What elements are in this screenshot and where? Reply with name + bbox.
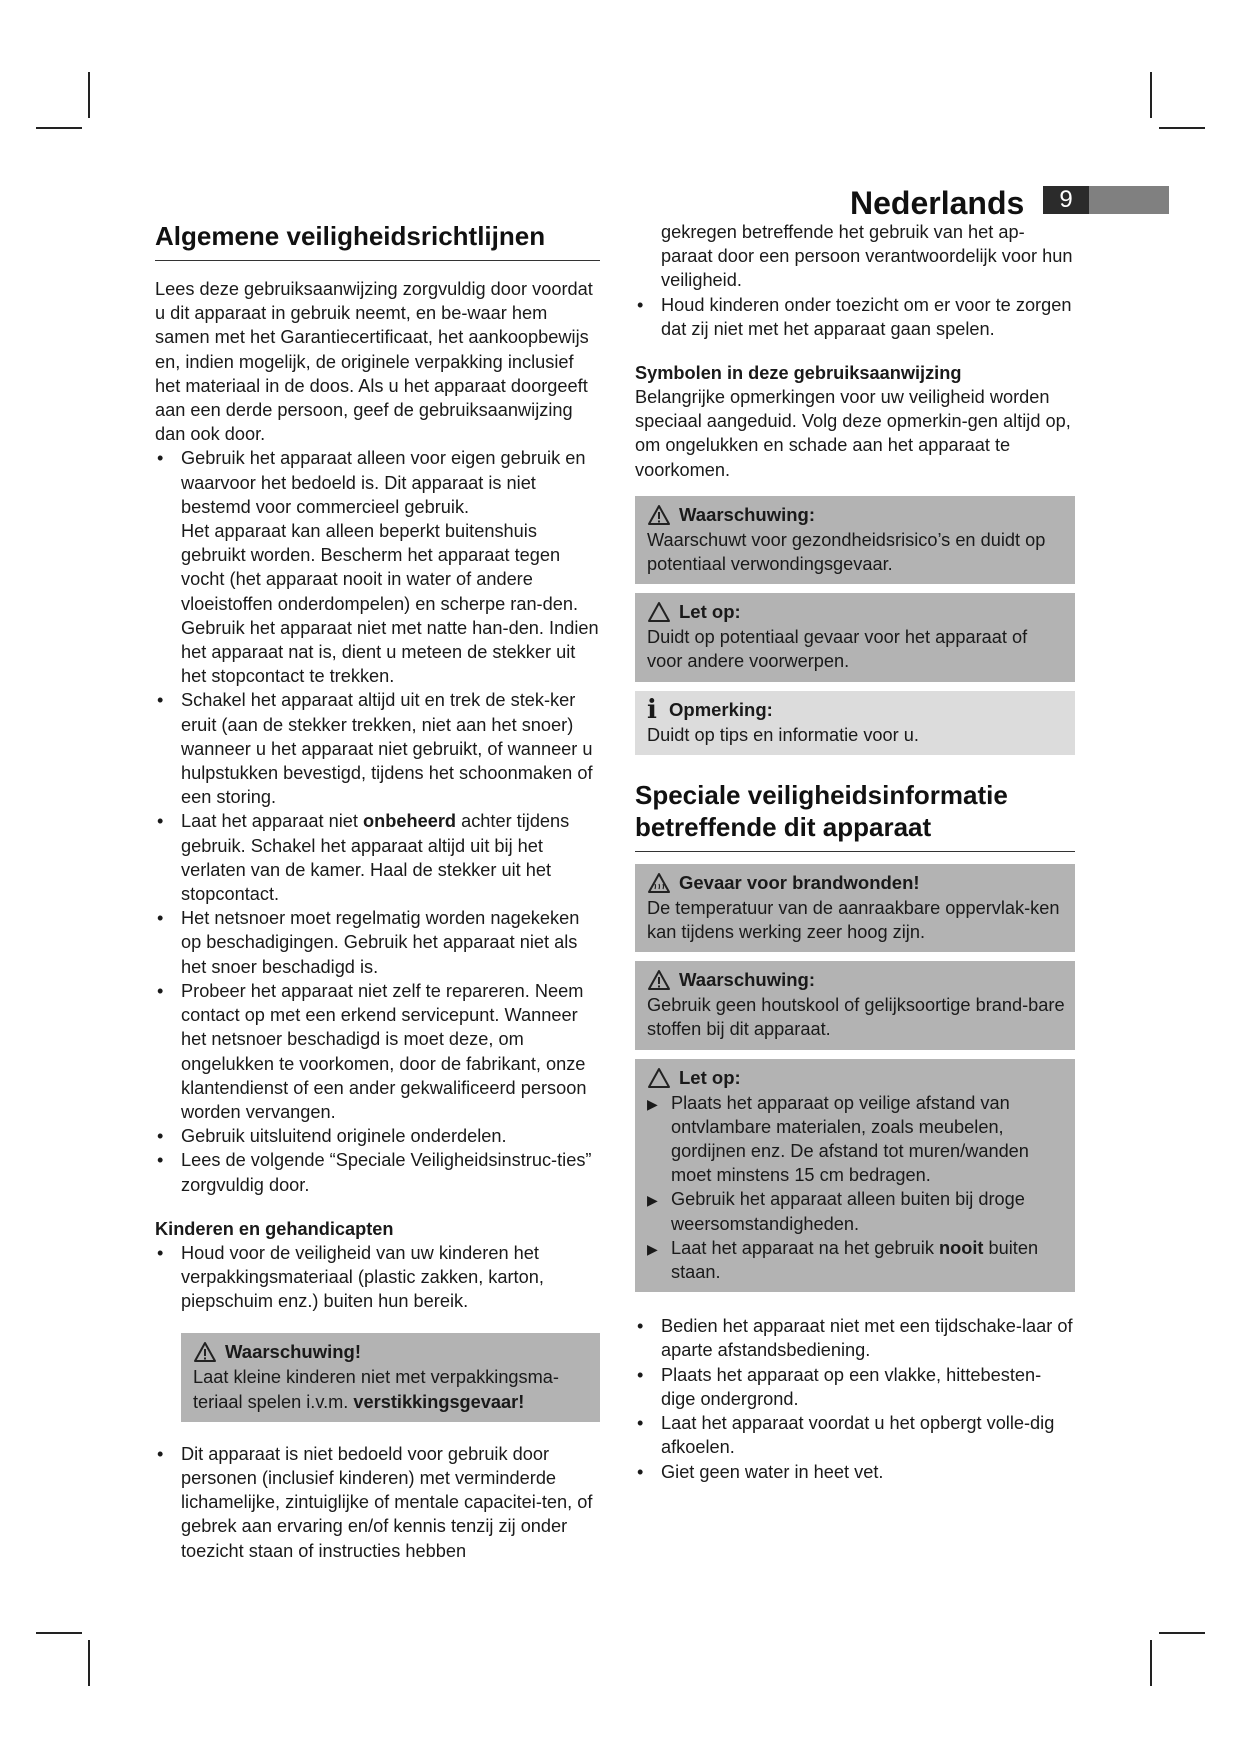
symbols-heading: Symbolen in deze gebruiksaanwijzing <box>635 363 962 384</box>
list-item: • Gebruik uitsluitend originele onderdelen. <box>155 1124 600 1148</box>
language-label: Nederlands <box>850 185 1025 221</box>
list-item: • Giet geen water in heet vet. <box>635 1460 1075 1484</box>
list-item: • Houd voor de veiligheid van uw kinderen het verpakkingsmateriaal (plastic zakken, karton, piepschuim enz.) buiten hun bereik. <box>155 1241 600 1314</box>
crop-mark <box>88 72 90 118</box>
section-heading: Algemene veiligheidsrichtlijnen <box>155 220 600 261</box>
caution-triangle-icon <box>647 1067 671 1089</box>
intro-paragraph: Lees deze gebruiksaanwijzing zorgvuldig door voordat u dit apparaat in gebruik neemt, en be-waar hem samen met het Garantiecertificaat, het aankoopbewijs en, indien mogelijk, de originele verpakking inclusief het materiaal in de doos. Als u het apparaat doorgeeft aan een derde persoon, geef de gebruiksaanwijzing dan ook door. <box>155 279 593 445</box>
crop-mark <box>1159 1632 1205 1634</box>
crop-mark <box>88 1640 90 1686</box>
right-column <box>635 220 1075 1484</box>
list-item: • Het netsnoer moet regelmatig worden nagekeken op beschadigingen. Gebruik het apparaat niet als het snoer beschadigd is. <box>155 906 600 979</box>
list-item: • Gebruik het apparaat alleen voor eigen gebruik en waarvoor het bedoeld is. Dit apparaat is niet bestemd voor commercieel gebruik. Het apparaat kan alleen beperkt buitenshuis gebruikt worden. Bescherm het apparaat tegen vocht (het apparaat nooit in water of andere vloeistoffen onderdompelen) en scherpe ran-den. Gebruik het apparaat niet met natte han-den. Indien het apparaat nat is, dient u meteen de stekker uit het stopcontact te trekken. <box>155 446 600 688</box>
continuation-text: gekregen betreffende het gebruik van het ap-paraat door een persoon verantwoordelijk voor hun veiligheid. <box>661 222 1073 291</box>
info-icon: i <box>647 694 657 725</box>
list-item: • Bedien het apparaat niet met een tijdschake-laar of aparte afstandsbediening. <box>635 1314 1075 1362</box>
caution-triangle-icon <box>647 601 671 623</box>
burn-hazard-box: Gevaar voor brandwonden! De temperatuur van de aanraakbare oppervlak-ken kan tijdens werking zeer hoog zijn. <box>635 864 1075 952</box>
children-heading: Kinderen en gehandicapten <box>155 1218 394 1239</box>
warning-box: Waarschuwing: Gebruik geen houtskool of gelijksoortige brand-bare stoffen bij dit apparaat. <box>635 961 1075 1049</box>
list-item: • Schakel het apparaat altijd uit en trek de stek-ker eruit (aan de stekker trekken, niet aan het snoer) wanneer u het apparaat niet gebruikt, of wanneer u hulpstukken bevestigd, tijdens het schoonmaken of een storing. <box>155 688 600 809</box>
symbols-text: Belangrijke opmerkingen voor uw veiligheid worden speciaal aangeduid. Volg deze opmerkin-gen altijd op, om ongelukken en schade aan het apparaat te voorkomen. <box>635 387 1071 480</box>
page-number: 9 <box>1043 186 1089 214</box>
note-box: i Opmerking: Duidt op tips en informatie voor u. <box>635 691 1075 755</box>
safety-list <box>155 446 600 1196</box>
list-item: ▶ Laat het apparaat na het gebruik nooit buiten staan. <box>647 1236 1065 1284</box>
warning-triangle-icon <box>647 504 671 526</box>
caution-box: Let op: Duidt op potentiaal gevaar voor het apparaat of voor andere voorwerpen. <box>635 593 1075 681</box>
warning-box: Waarschuwing! Laat kleine kinderen niet met verpakkingsma-teriaal spelen i.v.m. verstikkingsgevaar! <box>181 1333 600 1421</box>
list-item: • Probeer het apparaat niet zelf te repareren. Neem contact op met een erkend servicepunt. Wanneer het netsnoer beschadigd is moet deze, om ongelukken te voorkomen, door de fabrikant, onze klantendienst of een ander gekwalificeerd persoon worden vervangen. <box>155 979 600 1124</box>
list-item: • Dit apparaat is niet bedoeld voor gebruik door personen (inclusief kinderen) met verminderde lichamelijke, zintuiglijke of mentale capacitei-ten, of gebrek aan ervaring en/of kennis tenzij zij onder toezicht staan of instructies hebben <box>155 1442 600 1563</box>
bottom-bullets <box>635 1314 1075 1483</box>
list-item: ▶ Gebruik het apparaat alleen buiten bij droge weersomstandigheden. <box>647 1187 1065 1235</box>
list-item: • Laat het apparaat niet onbeheerd achter tijdens gebruik. Schakel het apparaat altijd uit bij het verlaten van de kamer. Haal de stekker uit het stopcontact. <box>155 809 600 906</box>
list-item: • Houd kinderen onder toezicht om er voor te zorgen dat zij niet met het apparaat gaan spelen. <box>635 293 1075 341</box>
page-number-bar <box>1089 186 1169 214</box>
crop-mark <box>1159 127 1205 129</box>
list-item: ▶ Plaats het apparaat op veilige afstand van ontvlambare materialen, zoals meubelen, gordijnen enz. De afstand tot muren/wanden moet minstens 15 cm bedragen. <box>647 1091 1065 1188</box>
special-safety-heading: Speciale veiligheidsinformatie betreffende dit apparaat <box>635 779 1075 852</box>
list-item: • Laat het apparaat voordat u het opbergt volle-dig afkoelen. <box>635 1411 1075 1459</box>
hot-surface-icon <box>647 872 671 894</box>
list-item: • Plaats het apparaat op een vlakke, hittebesten-dige ondergrond. <box>635 1363 1075 1411</box>
left-column <box>155 220 600 1563</box>
crop-mark <box>1150 1640 1152 1686</box>
caution-box: Let op: ▶ Plaats het apparaat op veilige afstand van ontvlambare materialen, zoals meubelen, gordijnen enz. De afstand tot muren/wanden moet minstens 15 cm bedragen. ▶ Gebruik het apparaat alleen buiten bij droge weersomstandigheden. ▶ Laat het apparaat na het gebruik nooit buiten staan. <box>635 1059 1075 1293</box>
warning-triangle-icon <box>647 969 671 991</box>
warning-box: Waarschuwing: Waarschuwt voor gezondheidsrisico’s en duidt op potentiaal verwondingsgevaar. <box>635 496 1075 584</box>
crop-mark <box>1150 72 1152 118</box>
crop-mark <box>36 127 82 129</box>
crop-mark <box>36 1632 82 1634</box>
list-item: • Lees de volgende “Speciale Veiligheidsinstruc-ties” zorgvuldig door. <box>155 1148 600 1196</box>
warning-triangle-icon <box>193 1341 217 1363</box>
